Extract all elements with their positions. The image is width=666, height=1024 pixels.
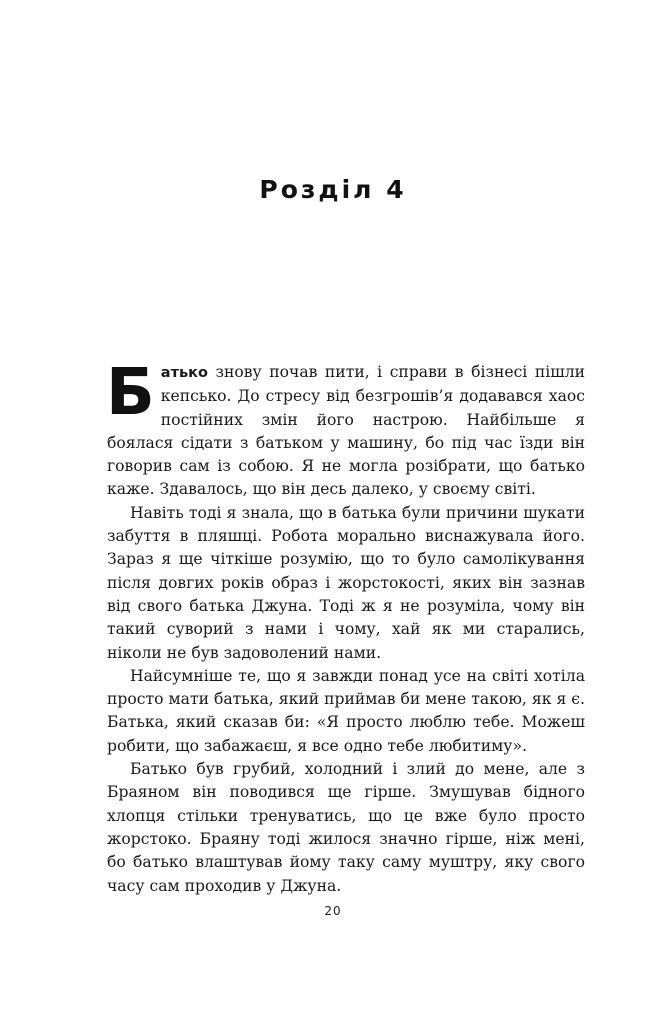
paragraph-1-text: знову почав пити, і справи в бізнесі пішли кепсько. До стресу від безгрошів’я додавався хаос постійних змін його настрою. Найбільше я боялася сідати з батьком у машину, бо під час їзди він говорив сам із собою. Я не могла розібрати, що батько каже. Здавалось, що він десь далеко, у своєму світі.: [107, 363, 585, 499]
page-number: 20: [324, 904, 342, 918]
paragraph-4: Батько був грубий, холодний і злий до мене, але з Браяном він поводився ще гірше. Змушував бідного хлопця стільки тренуватись, що це вже було просто жорстоко. Браяну тоді жилося значно гірше, ніж мені, бо батько влаштував йому таку саму муштру, яку свого часу сам проходив у Джуна.: [107, 760, 585, 895]
chapter-title: Розділ 4: [259, 174, 407, 204]
paragraph-1: [106, 356, 585, 502]
paragraph-2: Навіть тоді я знала, що в батька були причини шукати забуття в пляшці. Робота морально виснажувала його. Зараз я ще чіткіше розумію, що то було самолікування після довгих років образ і жорстокості, яких він зазнав від свого батька Джуна. Тоді ж я не розуміла, чому він такий суворий з нами і чому, хай як ми старались, ніколи не був задоволений нами.: [107, 503, 585, 662]
drop-cap: Б: [106, 356, 155, 430]
paragraph-3: Найсумніше те, що я завжди понад усе на світі хотіла просто мати батька, який приймав би мене такою, як я є. Батька, який сказав би: «Я просто люблю тебе. Можеш робити, що забажаєш, я все одно тебе любитиму».: [107, 666, 585, 755]
lead-word: атько: [160, 365, 208, 381]
chapter-body: [106, 356, 585, 898]
